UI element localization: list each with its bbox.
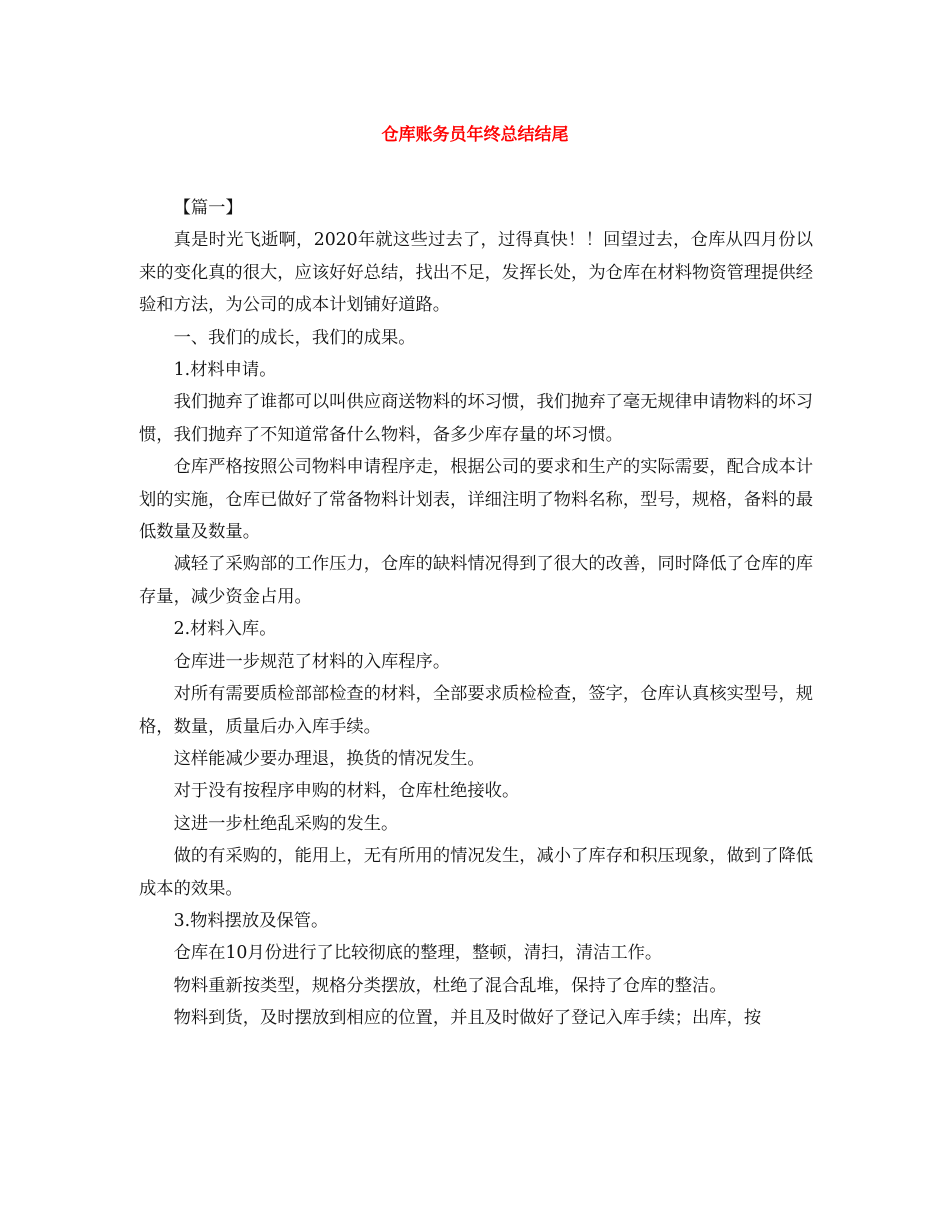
section-heading: 【篇一】 (173, 198, 243, 218)
paragraph: 我们抛弃了谁都可以叫供应商送物料的坏习惯，我们抛弃了毫无规律申请物料的坏习惯，我们抛弃了不知道常备什么物料，备多少库存量的坏习惯。 (139, 392, 814, 445)
subheading: 1.材料申请。 (173, 360, 277, 381)
paragraph: 减轻了采购部的工作压力，仓库的缺料情况得到了很大的改善，同时降低了仓库的库存量，减少资金占用。 (139, 554, 814, 607)
paragraph: 物料到货，及时摆放到相应的位置，并且及时做好了登记入库手续；出库，按 (173, 1008, 762, 1029)
subheading: 3.物料摆放及保管。 (173, 910, 329, 931)
paragraph: 仓库在10月份进行了比较彻底的整理，整顿，清扫，清洁工作。 (173, 943, 663, 964)
paragraph: 对所有需要质检部部检查的材料，全部要求质检检查，签字，仓库认真核实型号，规格，数量，质量后办入库手续。 (139, 684, 814, 737)
subheading: 2.材料入库。 (173, 619, 277, 640)
paragraph: 这进一步杜绝乱采购的发生。 (173, 813, 399, 834)
paragraph: 这样能减少要办理退，换货的情况发生。 (173, 748, 485, 769)
document-body (139, 192, 813, 1035)
paragraph: 做的有采购的，能用上，无有所用的情况发生，减小了库存和积压现象，做到了降低成本的效果。 (139, 846, 814, 899)
paragraph: 对于没有按程序申购的材料，仓库杜绝接收。 (173, 781, 520, 802)
paragraph: 真是时光飞逝啊，2020年就这些过去了，过得真快！！回望过去，仓库从四月份以来的变化真的很大，应该好好总结，找出不足，发挥长处，为仓库在材料物资管理提供经验和方法，为公司的成本计划铺好道路。 (139, 230, 813, 316)
paragraph: 仓库严格按照公司物料申请程序走，根据公司的要求和生产的实际需要，配合成本计划的实施，仓库已做好了常备物料计划表，详细注明了物料名称，型号，规格，备料的最低数量及数量。 (139, 457, 814, 543)
paragraph: 仓库进一步规范了材料的入库程序。 (173, 651, 451, 672)
paragraph: 物料重新按类型，规格分类摆放，杜绝了混合乱堆，保持了仓库的整洁。 (173, 975, 727, 996)
document-title: 仓库账务员年终总结结尾 (381, 125, 569, 145)
subheading: 一、我们的成长，我们的成果。 (173, 327, 416, 348)
